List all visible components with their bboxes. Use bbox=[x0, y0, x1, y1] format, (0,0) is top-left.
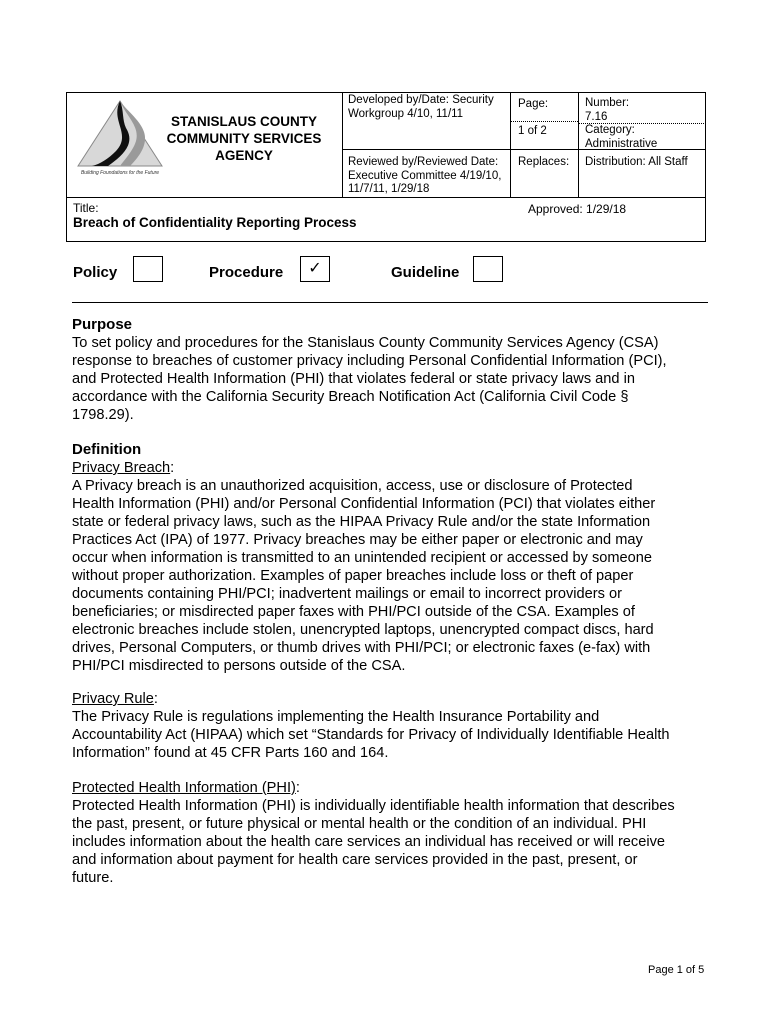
reviewed-by: Reviewed by/Reviewed Date: Executive Committee 4/19/10, 11/7/11, 1/29/18 bbox=[348, 156, 502, 195]
definition-line: Practices Act (IPA) of 1977. Privacy breaches may be either paper or electronic and may bbox=[72, 532, 643, 548]
definition-line: without proper authorization. Examples of paper breaches include loss or theft of paper bbox=[72, 568, 634, 584]
distribution: Distribution: All Staff bbox=[585, 156, 688, 168]
definition-line: includes information about the health care services an individual has received or will receive bbox=[72, 834, 665, 850]
procedure-checkbox: ✓ bbox=[300, 256, 330, 282]
definition-line: documents containing PHI/PCI; inadvertent mailings or email to incorrect providers or bbox=[72, 586, 622, 602]
page-label: Page: bbox=[518, 98, 549, 110]
definition-line: The Privacy Rule is regulations implementing the Health Insurance Portability and bbox=[72, 709, 600, 725]
grid-line bbox=[510, 92, 511, 197]
definition-line: state or federal privacy laws, such as the HIPAA Privacy Rule and/or the state Information bbox=[72, 514, 651, 530]
guideline-checkbox bbox=[473, 256, 503, 282]
privacy-breach-term: Privacy Breach: bbox=[72, 460, 175, 476]
purpose-section bbox=[72, 316, 712, 424]
guideline-label: Guideline bbox=[391, 264, 460, 281]
policy-checkbox bbox=[133, 256, 163, 282]
policy-label: Policy bbox=[73, 264, 118, 281]
definition-line: A Privacy breach is an unauthorized acquisition, access, use or disclosure of Protected bbox=[72, 478, 633, 494]
definition-line: beneficiaries; or misdirected paper faxes with PHI/PCI outside of the CSA. Examples of bbox=[72, 604, 635, 620]
page-value: 1 of 2 bbox=[518, 125, 547, 137]
number-field: Number: 7.16 Category: Administrative bbox=[585, 97, 658, 150]
title-label: Title: bbox=[73, 201, 99, 215]
purpose-line: To set policy and procedures for the Stanislaus County Community Services Agency (CSA) bbox=[72, 335, 659, 351]
definition-heading: Definition bbox=[72, 441, 142, 458]
definition-line: Protected Health Information (PHI) is individually identifiable health information that describes bbox=[72, 798, 675, 814]
purpose-heading: Purpose bbox=[72, 316, 133, 333]
definition-line: PHI/PCI misdirected to persons outside of the CSA. bbox=[72, 658, 406, 674]
definition-line: Accountability Act (HIPAA) which set “Standards for Privacy of Individually Identifiable Health bbox=[72, 727, 670, 743]
document-title: Breach of Confidentiality Reporting Process bbox=[73, 215, 357, 230]
replaces-label: Replaces: bbox=[518, 156, 570, 168]
definition-line: the past, present, or future physical or mental health or the condition of an individual. PHI bbox=[72, 816, 647, 832]
phi-term: Protected Health Information (PHI): bbox=[72, 780, 300, 796]
purpose-line: response to breaches of customer privacy including Personal Confidential Information (PCI), bbox=[72, 353, 667, 369]
definition-line: drives, Personal Computers, or thumb drives with PHI/PCI; or electronic faxes (e-fax) with bbox=[72, 640, 651, 656]
definition-section bbox=[72, 441, 712, 675]
definition-line: and information about payment for health care services provided in the past, present, or bbox=[72, 852, 638, 868]
procedure-label: Procedure bbox=[209, 264, 284, 281]
definition-line: Information” found at 45 CFR Parts 160 and 164. bbox=[72, 745, 389, 761]
grid-line bbox=[66, 197, 706, 198]
purpose-line: and Protected Health Information (PHI) that violates federal or state privacy laws and in bbox=[72, 371, 635, 387]
definition-line: occur when information is transmitted to an unintended recipient or accessed by someone bbox=[72, 550, 653, 566]
logo-tagline: Building Foundations for the Future bbox=[80, 170, 160, 176]
definition-line: Health Information (PHI) and/or Personal Confidential Information (PCI) that violates either bbox=[72, 496, 656, 512]
definition-line: electronic breaches include stolen, unencrypted laptops, unencrypted compact discs, hard bbox=[72, 622, 654, 638]
grid-line bbox=[578, 92, 579, 197]
definition-line: future. bbox=[72, 870, 114, 886]
divider bbox=[72, 302, 708, 303]
grid-line bbox=[510, 121, 578, 122]
privacy-rule-section bbox=[72, 690, 712, 762]
privacy-rule-term: Privacy Rule: bbox=[72, 691, 158, 707]
page-number: Page 1 of 5 bbox=[648, 964, 705, 976]
phi-section bbox=[72, 779, 712, 887]
agency-name: STANISLAUS COUNTY COMMUNITY SERVICES AGENCY bbox=[166, 114, 322, 163]
agency-logo-icon bbox=[70, 96, 170, 176]
purpose-line: accordance with the California Security Breach Notification Act (California Civil Code § bbox=[72, 389, 629, 405]
approved-date: Approved: 1/29/18 bbox=[528, 202, 627, 216]
grid-line bbox=[342, 92, 343, 197]
purpose-line: 1798.29). bbox=[72, 407, 134, 423]
developed-by: Developed by/Date: Security Workgroup 4/10, 11/11 bbox=[348, 94, 494, 120]
